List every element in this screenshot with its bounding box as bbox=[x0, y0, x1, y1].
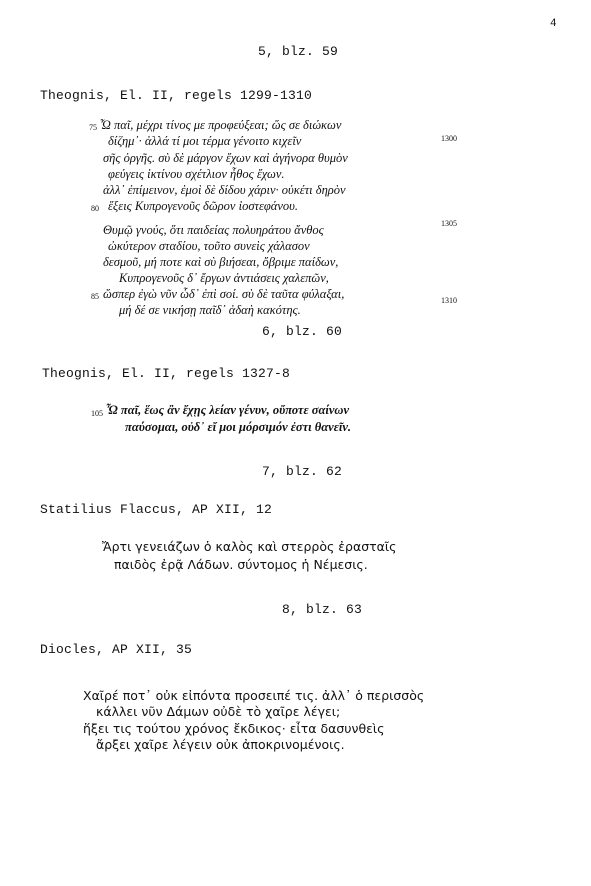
section-heading: 5, blz. 59 bbox=[258, 44, 339, 59]
verse-line: ἕξεις Κυπρογενοῦς δῶρον ἰοστεφάνου. bbox=[108, 199, 299, 213]
source-citation: Theognis, El. II, regels 1299-1310 bbox=[40, 88, 313, 103]
line-number: 75 bbox=[89, 123, 97, 132]
verse-line: σῆς ὀργῆς. σὺ δὲ μάργον ἔχων καὶ ἀγήνορα θυμὸν bbox=[103, 151, 348, 165]
verse-line: δίζημ᾽· ἀλλά τί μοι τέρμα γένοιτο κιχεῖν bbox=[108, 134, 302, 148]
source-citation: Theognis, El. II, regels 1327-8 bbox=[42, 366, 291, 381]
verse-line: ἀλλ᾽ ἐπίμεινον, ἐμοὶ δὲ δίδου χάριν· οὐκέτι δηρὸν bbox=[103, 183, 346, 197]
line-number: 80 bbox=[91, 204, 99, 213]
verse-line: παιδὸς ἐρᾷ Λάδων. σύντομος ἡ Νέμεσις. bbox=[114, 557, 368, 572]
verse-line: Κυπρογενοῦς δ᾽ ἔργων ἀντιάσεις χαλεπῶν, bbox=[119, 271, 329, 285]
line-number: 105 bbox=[91, 409, 103, 418]
line-number: 85 bbox=[91, 292, 99, 301]
section-heading: 8, blz. 63 bbox=[282, 602, 363, 617]
margin-line-number: 1300 bbox=[441, 134, 457, 143]
source-citation: Diocles, AP XII, 35 bbox=[40, 642, 193, 657]
verse-line: φεύγεις ἰκτίνου σχέτλιον ἦθος ἔχων. bbox=[108, 167, 285, 181]
verse-line: ἄρξει χαῖρε λέγειν οὐκ ἀποκρινομένοις. bbox=[96, 737, 345, 752]
verse-line: ὠκύτερον σταδίου, τοῦτο συνεὶς χάλασον bbox=[108, 239, 310, 253]
section-heading: 7, blz. 62 bbox=[262, 464, 343, 479]
verse-line: Θυμῷ γνούς, ὅτι παιδείας πολυηράτου ἄνθος bbox=[103, 223, 324, 237]
verse-line: κάλλει νῦν Δάμων οὐδὲ τὸ χαῖρε λέγει; bbox=[96, 704, 341, 719]
source-citation: Statilius Flaccus, AP XII, 12 bbox=[40, 502, 273, 517]
verse-line: παύσομαι, οὐδ᾽ εἴ μοι μόρσιμόν ἐστι θανεῖν. bbox=[125, 420, 351, 434]
verse-line: δεσμοῦ, μή ποτε καὶ σὺ βιήσεαι, ὄβριμε παίδων, bbox=[103, 255, 339, 269]
verse-line: μή δέ σε νικήσῃ παῖδ᾽ ἀδαὴ κακότης. bbox=[119, 303, 301, 317]
verse-line: ἥξει τις τούτου χρόνος ἔκδικος· εἶτα δασυνθεὶς bbox=[83, 721, 385, 736]
verse-line: Ὦ παῖ, ἕως ἂν ἔχῃς λείαν γένυν, οὔποτε σαίνων bbox=[106, 403, 349, 417]
verse-line: ὥσπερ ἐγὼ νῦν ὧδ᾽ ἐπὶ σοί. σὺ δὲ ταῦτα φύλαξαι, bbox=[103, 287, 345, 301]
verse-line: Χαῖρέ ποτ᾽ οὐκ εἰπόντα προσειπέ τις. ἀλλ᾽ ὁ περισσὸς bbox=[83, 688, 425, 703]
section-heading: 6, blz. 60 bbox=[262, 324, 343, 339]
verse-line: Ἄρτι γενειάζων ὁ καλὸς καὶ στερρὸς ἐρασταῖς bbox=[102, 539, 397, 554]
margin-line-number: 1305 bbox=[441, 219, 457, 228]
margin-line-number: 1310 bbox=[441, 296, 457, 305]
page-number: 4 bbox=[550, 18, 557, 30]
verse-line: Ὦ παῖ, μέχρι τίνος με προφεύξεαι; ὥς σε διώκων bbox=[100, 118, 342, 132]
